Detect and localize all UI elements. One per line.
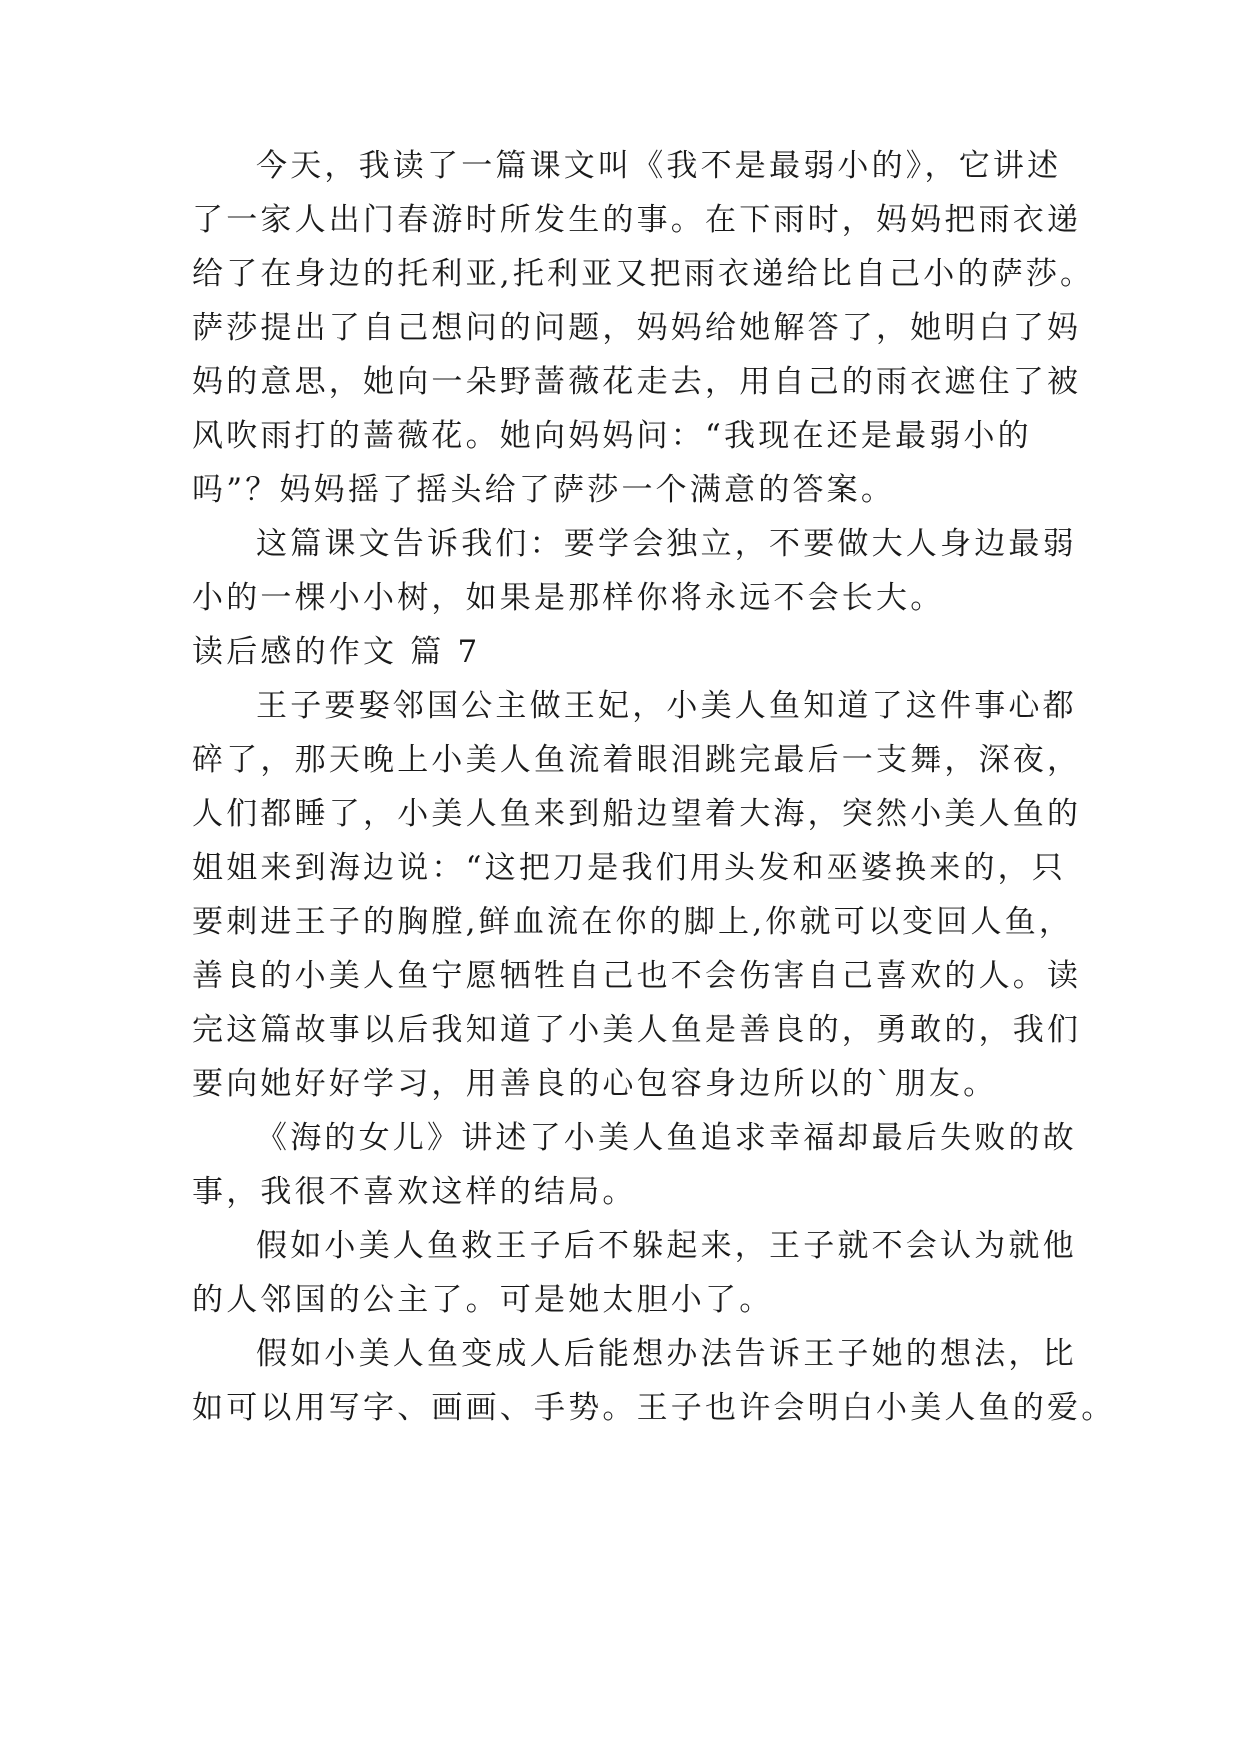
paragraph-line: 的人邻国的公主了。可是她太胆小了。 xyxy=(192,1282,774,1318)
paragraph-line: 萨莎提出了自己想问的问题，妈妈给她解答了，她明白了妈 xyxy=(192,310,1082,346)
paragraph-line: 人们都睡了，小美人鱼来到船边望着大海，突然小美人鱼的 xyxy=(192,796,1082,832)
paragraph-line: 吗”？妈妈摇了摇头给了萨莎一个满意的答案。 xyxy=(192,472,896,508)
paragraph-line: 假如小美人鱼救王子后不躲起来，王子就不会认为就他 xyxy=(256,1228,1077,1264)
paragraph-line: 假如小美人鱼变成人后能想办法告诉王子她的想法，比 xyxy=(256,1336,1077,1372)
paragraph-line: 完这篇故事以后我知道了小美人鱼是善良的，勇敢的，我们 xyxy=(192,1012,1082,1048)
paragraph-line: 碎了，那天晚上小美人鱼流着眼泪跳完最后一支舞，深夜， xyxy=(192,742,1082,778)
paragraph-line: 善良的小美人鱼宁愿牺牲自己也不会伤害自己喜欢的人。读 xyxy=(192,958,1082,994)
paragraph-line: 这篇课文告诉我们：要学会独立，不要做大人身边最弱 xyxy=(256,526,1077,562)
paragraph-line: 给了在身边的托利亚,托利亚又把雨衣递给比自己小的萨莎。 xyxy=(192,256,1095,292)
paragraph-line: 《海的女儿》讲述了小美人鱼追求幸福却最后失败的故 xyxy=(256,1120,1077,1156)
paragraph-line: 妈的意思，她向一朵野蔷薇花走去，用自己的雨衣遮住了被 xyxy=(192,364,1082,400)
paragraph-line: 小的一棵小小树，如果是那样你将永远不会长大。 xyxy=(192,580,945,616)
section-heading: 读后感的作文 篇 7 xyxy=(192,634,481,670)
paragraph-line: 姐姐来到海边说：“这把刀是我们用头发和巫婆换来的，只 xyxy=(192,850,1067,886)
paragraph-line: 今天，我读了一篇课文叫《我不是最弱小的》，它讲述 xyxy=(256,148,1062,184)
paragraph-line: 要向她好好学习，用善良的心包容身边所以的`朋友。 xyxy=(192,1066,998,1102)
paragraph-line: 风吹雨打的蔷薇花。她向妈妈问：“我现在还是最弱小的 xyxy=(192,418,1032,454)
paragraph-line: 了一家人出门春游时所发生的事。在下雨时，妈妈把雨衣递 xyxy=(192,202,1082,238)
paragraph-line: 要刺进王子的胸膛,鲜血流在你的脚上,你就可以变回人鱼， xyxy=(192,904,1074,940)
paragraph-line: 王子要娶邻国公主做王妃，小美人鱼知道了这件事心都 xyxy=(256,688,1077,724)
paragraph-line: 事，我很不喜欢这样的结局。 xyxy=(192,1174,637,1210)
paragraph-line: 如可以用写字、画画、手势。王子也许会明白小美人鱼的爱。 xyxy=(192,1390,1116,1426)
